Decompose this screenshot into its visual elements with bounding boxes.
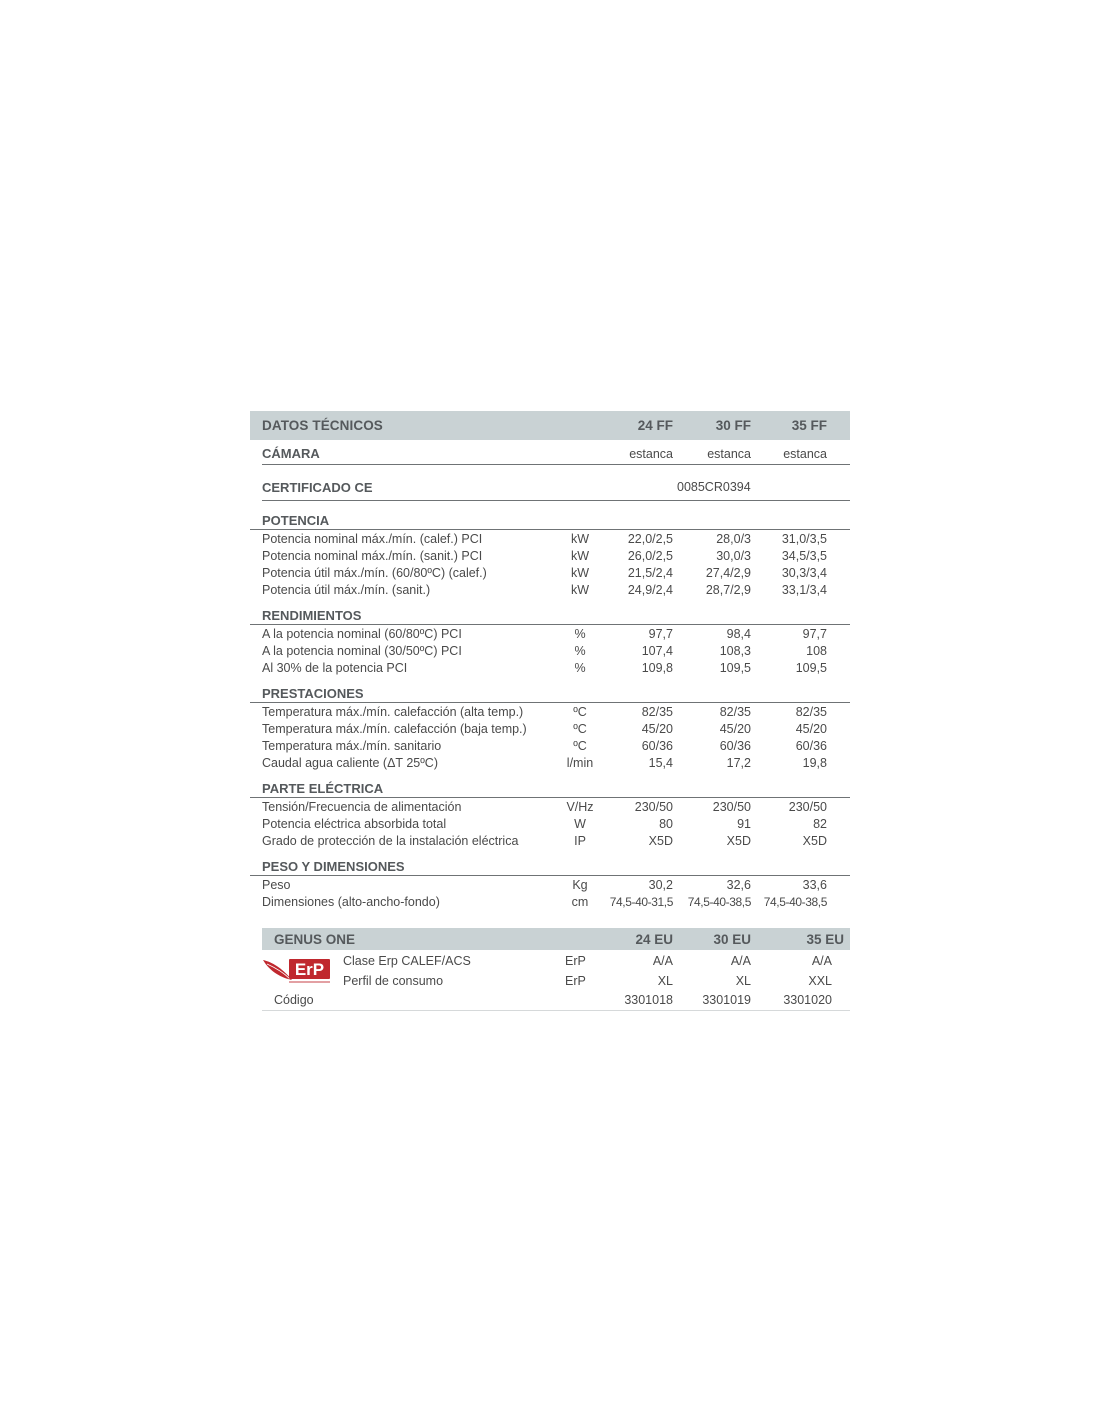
table-row: A la potencia nominal (60/80ºC) PCI % 97,7 98,4 97,7 (262, 627, 827, 641)
technical-data-sheet (250, 411, 850, 1007)
table-row: Temperatura máx./mín. sanitario ºC 60/36 60/36 60/36 (262, 739, 827, 753)
camara-value-1: estanca (629, 447, 673, 461)
table-row: Temperatura máx./mín. calefacción (alta temp.) ºC 82/35 82/35 82/35 (262, 705, 827, 719)
camara-value-3: estanca (783, 447, 827, 461)
table-row: Caudal agua caliente (ΔT 25ºC) l/min 15,4 17,2 19,8 (262, 756, 827, 770)
table-row: Potencia eléctrica absorbida total W 80 91 82 (262, 817, 827, 831)
certificado-row (262, 465, 850, 501)
genus-model-2: 30 EU (713, 932, 751, 947)
camara-label: CÁMARA (262, 446, 320, 461)
section-title-rendimientos: RENDIMIENTOS (250, 605, 850, 625)
section-title-peso-dimensiones: PESO Y DIMENSIONES (250, 856, 850, 876)
header-bar (250, 411, 850, 440)
section-title-parte-electrica: PARTE ELÉCTRICA (250, 778, 850, 798)
genus-header-bar (262, 928, 850, 950)
certificado-value: 0085CR0394 (677, 480, 751, 494)
code-label: Código (274, 993, 314, 1007)
erp-logo-text: ErP (294, 960, 325, 979)
code-value-3: 3301020 (783, 993, 832, 1007)
table-row: Perfil de consumo ErP XL XL XXL (343, 974, 832, 988)
table-row: Clase Erp CALEF/ACS ErP A/A A/A A/A (343, 954, 832, 968)
table-row: Peso Kg 30,2 32,6 33,6 (262, 878, 827, 892)
code-value-2: 3301019 (702, 993, 751, 1007)
table-row: Potencia útil máx./mín. (60/80ºC) (calef.) kW 21,5/2,4 27,4/2,9 30,3/3,4 (262, 566, 827, 580)
code-value-1: 3301018 (624, 993, 673, 1007)
table-row: Temperatura máx./mín. calefacción (baja temp.) ºC 45/20 45/20 45/20 (262, 722, 827, 736)
table-row: Grado de protección de la instalación eléctrica IP X5D X5D X5D (262, 834, 827, 848)
genus-model-3: 35 EU (806, 932, 844, 947)
table-row: Tensión/Frecuencia de alimentación V/Hz 230/50 230/50 230/50 (262, 800, 827, 814)
table-row: Potencia nominal máx./mín. (calef.) PCI kW 22,0/2,5 28,0/3 31,0/3,5 (262, 532, 827, 546)
camara-row (262, 440, 850, 465)
genus-model-1: 24 EU (635, 932, 673, 947)
genus-title: GENUS ONE (274, 932, 356, 947)
header-model-2: 30 FF (715, 418, 751, 433)
table-row: Potencia nominal máx./mín. (sanit.) PCI kW 26,0/2,5 30,0/3 34,5/3,5 (262, 549, 827, 563)
section-title-prestaciones: PRESTACIONES (250, 683, 850, 703)
section-title-potencia: POTENCIA (250, 510, 850, 530)
table-row: Al 30% de la potencia PCI % 109,8 109,5 109,5 (262, 661, 827, 675)
header-model-1: 24 FF (637, 418, 673, 433)
table-row: A la potencia nominal (30/50ºC) PCI % 107,4 108,3 108 (262, 644, 827, 658)
table-row: Potencia útil máx./mín. (sanit.) kW 24,9/2,4 28,7/2,9 33,1/3,4 (262, 583, 827, 597)
header-model-3: 35 FF (791, 418, 827, 433)
camara-value-2: estanca (707, 447, 751, 461)
certificado-label: CERTIFICADO CE (262, 480, 373, 495)
table-row: Dimensiones (alto-ancho-fondo) cm 74,5-40-31,5 74,5-40-38,5 74,5-40-38,5 (262, 895, 827, 909)
code-row (262, 992, 850, 1011)
header-title: DATOS TÉCNICOS (262, 418, 383, 433)
